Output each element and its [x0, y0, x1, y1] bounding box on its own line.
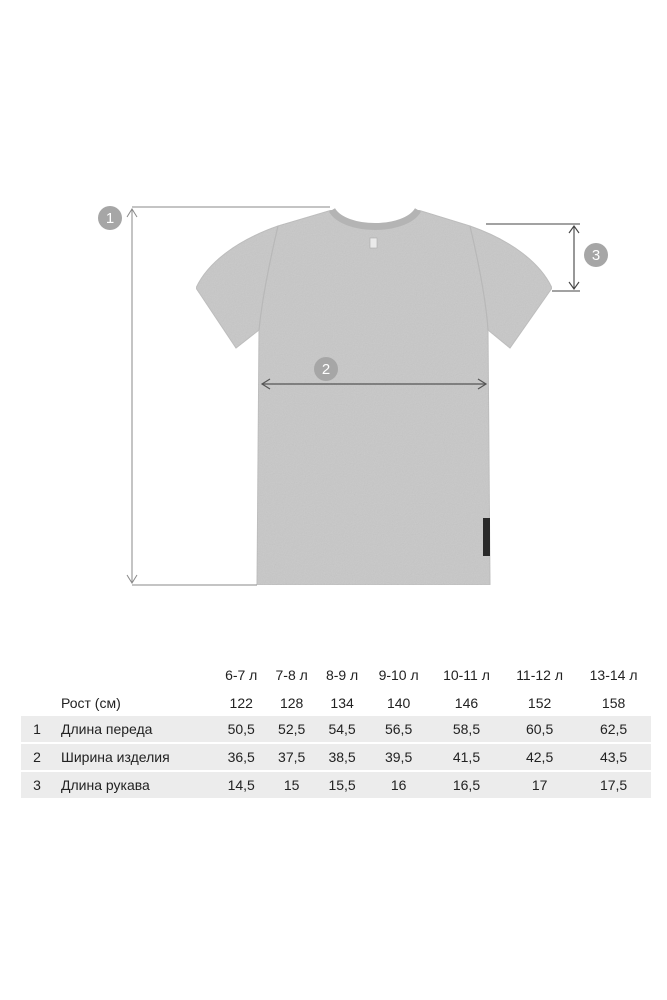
row-label: Ширина изделия: [53, 744, 216, 770]
table-cell: 52,5: [266, 716, 316, 742]
row-number: 3: [21, 772, 53, 798]
table-cell: 43,5: [576, 744, 651, 770]
size-header: 11-12 л: [516, 667, 564, 683]
size-header: 13-14 л: [589, 667, 638, 683]
table-cell: 14,5: [216, 772, 266, 798]
size-header: 6-7 л: [225, 667, 258, 683]
table-row-sleeve-length: [21, 772, 651, 798]
row-number: 1: [21, 716, 53, 742]
size-header: 9-10 л: [378, 667, 419, 683]
table-row-width: [21, 744, 651, 770]
table-cell: 42,5: [503, 744, 576, 770]
table-cell: 16,5: [430, 772, 503, 798]
table-cell: 15,5: [317, 772, 367, 798]
table-cell: 54,5: [317, 716, 367, 742]
table-cell: 58,5: [430, 716, 503, 742]
row-label: Длина рукава: [53, 772, 216, 798]
marker-2-badge: 2: [314, 357, 338, 381]
table-cell: 39,5: [367, 744, 430, 770]
table-cell: 16: [367, 772, 430, 798]
row-number: 2: [21, 744, 53, 770]
row-label: Рост (см): [61, 695, 121, 711]
table-cell: 128: [279, 695, 304, 711]
table-cell: 140: [386, 695, 411, 711]
row-label: Длина переда: [53, 716, 216, 742]
table-cell: 134: [330, 695, 354, 711]
tshirt-illustration: [196, 210, 552, 585]
size-header: 7-8 л: [275, 667, 308, 683]
table-row-height: [21, 690, 651, 716]
table-cell: 17: [503, 772, 576, 798]
size-header-row: [21, 660, 651, 690]
size-header: 8-9 л: [325, 667, 359, 683]
table-cell: 37,5: [266, 744, 316, 770]
table-cell: 122: [229, 695, 253, 711]
table-cell: 62,5: [576, 716, 651, 742]
table-cell: 50,5: [216, 716, 266, 742]
size-header: 10-11 л: [443, 667, 490, 683]
table-row-front-length: [21, 716, 651, 742]
table-cell: 38,5: [317, 744, 367, 770]
table-cell: 17,5: [576, 772, 651, 798]
table-cell: 152: [527, 695, 552, 711]
table-cell: 36,5: [216, 744, 266, 770]
table-cell: 146: [454, 695, 479, 711]
table-cell: 158: [601, 695, 626, 711]
table-cell: 60,5: [503, 716, 576, 742]
marker-3-badge: 3: [584, 243, 608, 267]
size-chart-table: [21, 660, 651, 798]
table-cell: 15: [266, 772, 316, 798]
marker-1-badge: 1: [98, 206, 122, 230]
table-cell: 56,5: [367, 716, 430, 742]
table-cell: 41,5: [430, 744, 503, 770]
row-number: [21, 690, 53, 716]
